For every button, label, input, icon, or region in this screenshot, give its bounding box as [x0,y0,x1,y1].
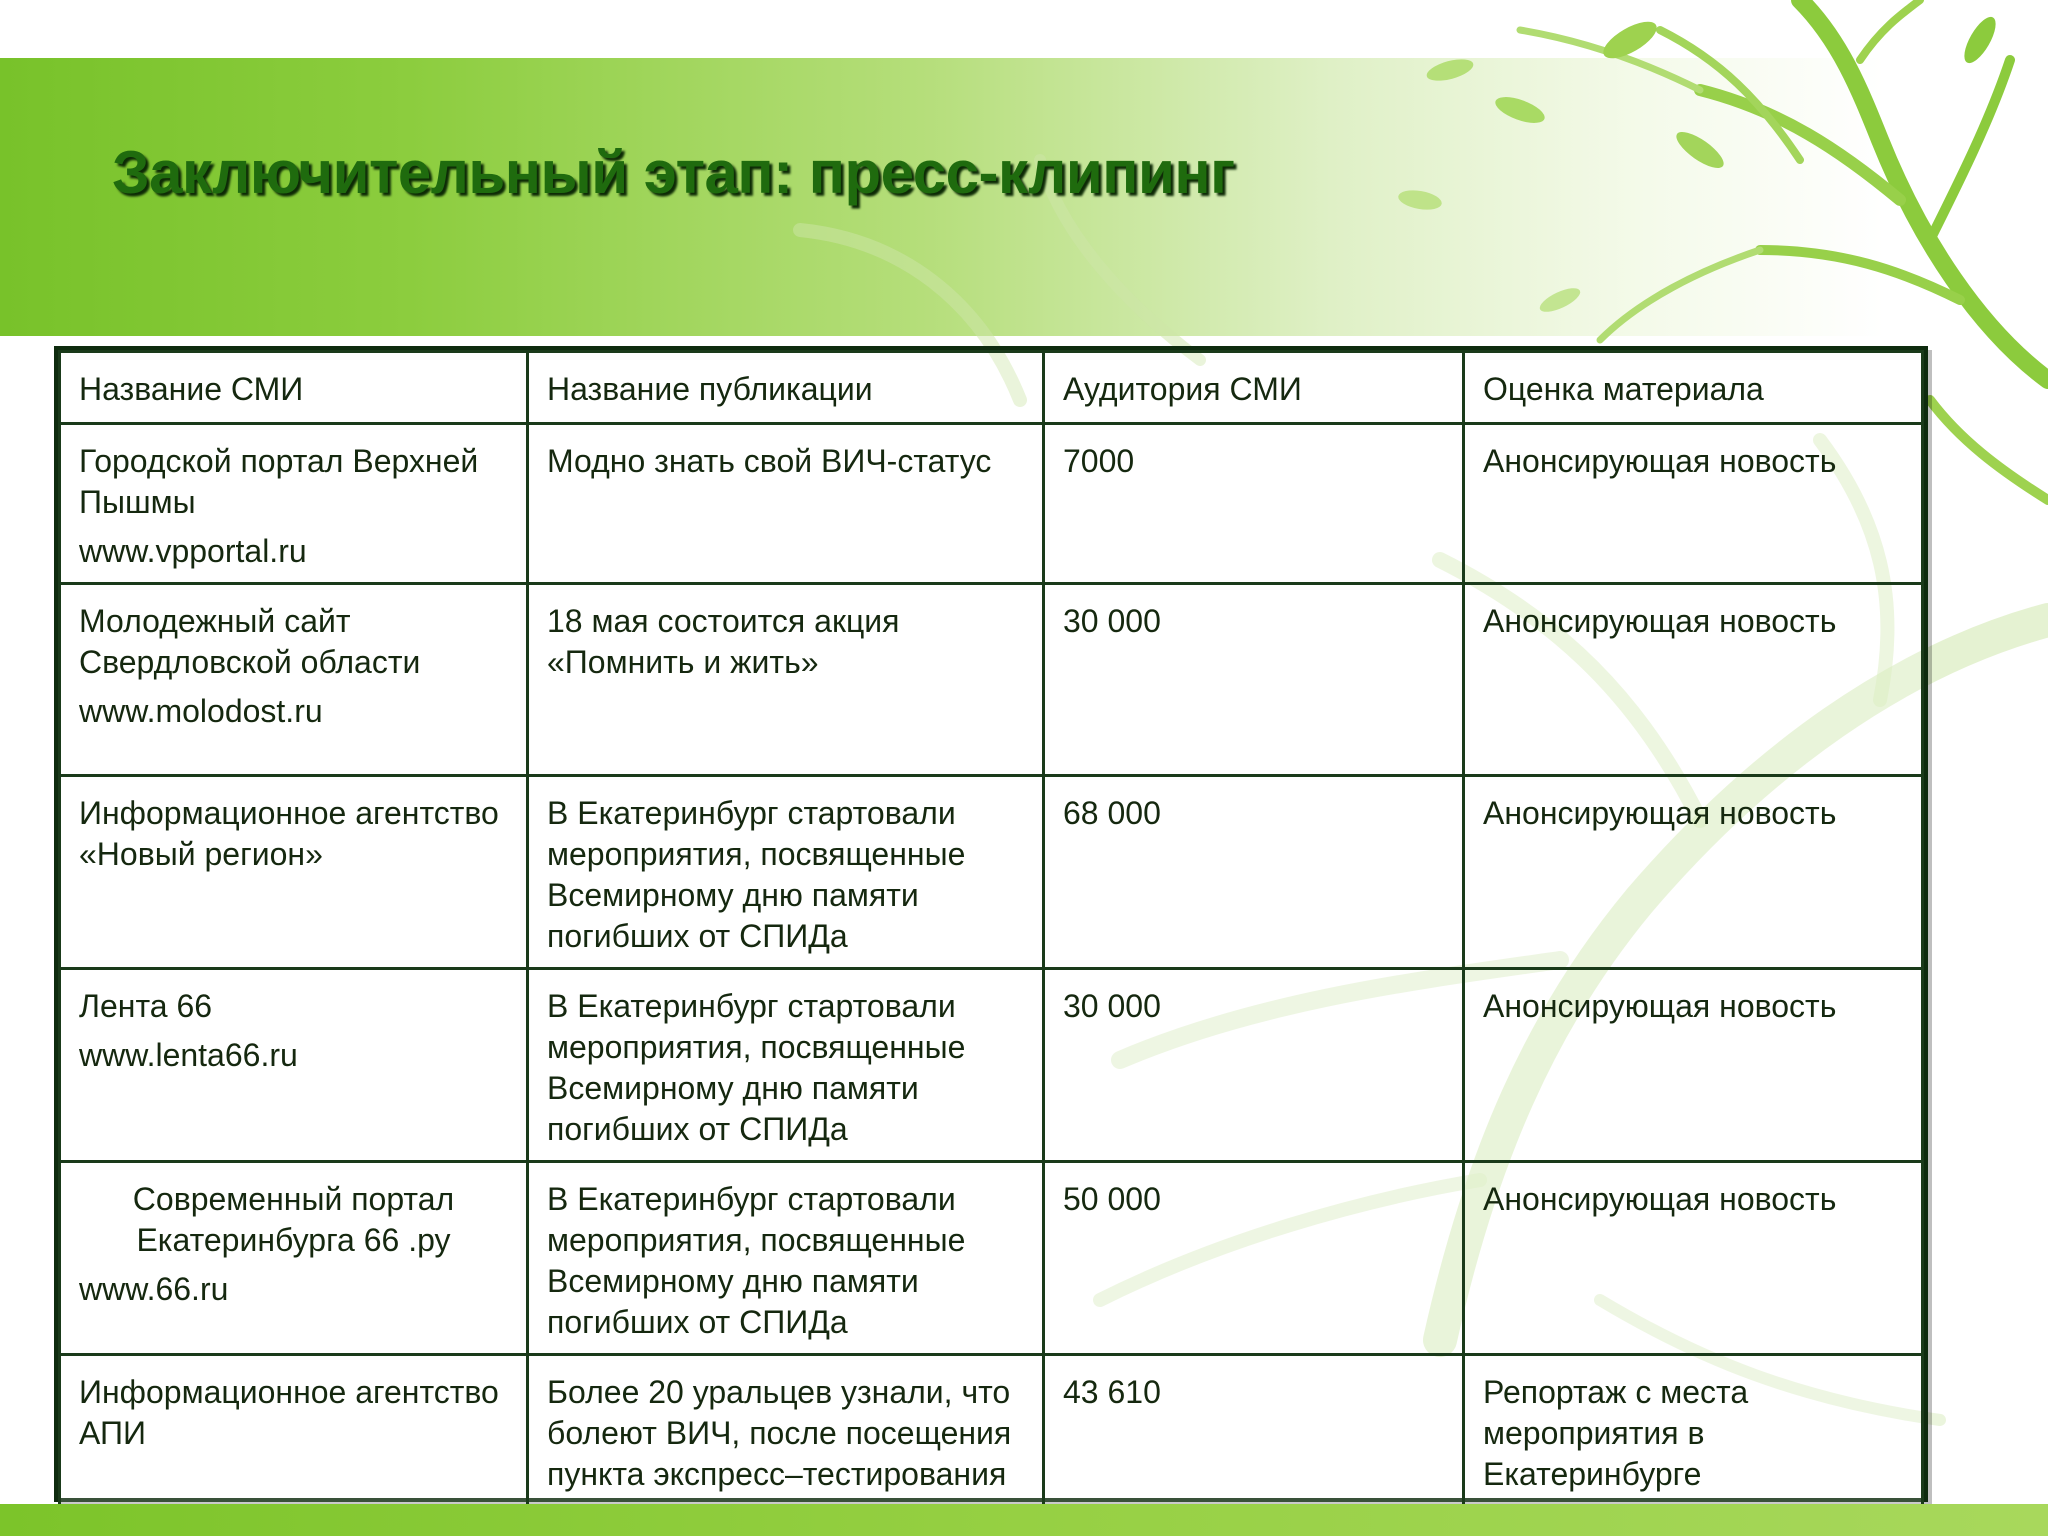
cell-audience: 43 610 [1044,1355,1464,1535]
media-url: www.lenta66.ru [79,1037,298,1073]
slide-title: Заключительный этап: пресс-клипинг [112,139,1235,206]
media-name-text: Информационное агентство «Новый регион» [79,795,499,872]
cell-media-name [60,776,528,969]
header-audience: Аудитория СМИ [1044,352,1464,424]
media-url: www.66.ru [79,1271,229,1307]
media-name-text: Молодежный сайт Свердловской области [79,603,421,680]
header-media-name: Название СМИ [60,352,528,424]
cell-publication: В Екатеринбург стартовали мероприятия, посвященные Всемирному дню памяти погибших от СПИДа [528,1162,1044,1355]
cell-audience: 68 000 [1044,776,1464,969]
cell-publication: 18 мая состоится акция «Помнить и жить» [528,584,1044,776]
media-name-text: Лента 66 [79,988,213,1024]
press-clipping-table [54,346,1928,1502]
media-url: www.vpportal.ru [79,533,307,569]
cell-publication: В Екатеринбург стартовали мероприятия, посвященные Всемирному дню памяти погибших от СПИДа [528,776,1044,969]
header-publication: Название публикации [528,352,1044,424]
cell-media-name [60,1162,528,1355]
media-name-text: Информационное агентство АПИ [79,1374,499,1451]
cell-audience: 30 000 [1044,584,1464,776]
table-row [60,424,1923,584]
footer-green-band [0,1504,2048,1536]
cell-assessment: Репортаж с места мероприятия в Екатеринбурге [1464,1355,1923,1535]
cell-assessment: Анонсирующая новость [1464,584,1923,776]
table-row [60,776,1923,969]
cell-publication: В Екатеринбург стартовали мероприятия, посвященные Всемирному дню памяти погибших от СПИДа [528,969,1044,1162]
header-assessment: Оценка материала [1464,352,1923,424]
table-header-row [60,352,1923,424]
media-name-text: Современный портал Екатеринбурга 66 .ру [132,1181,455,1258]
cell-audience: 50 000 [1044,1162,1464,1355]
cell-publication: Модно знать свой ВИЧ-статус [528,424,1044,584]
table-row [60,584,1923,776]
cell-media-name [60,584,528,776]
media-url: www.molodost.ru [79,693,323,729]
cell-assessment: Анонсирующая новость [1464,424,1923,584]
table-row [60,969,1923,1162]
cell-audience: 30 000 [1044,969,1464,1162]
media-name-text: Городской портал Верхней Пышмы [79,443,479,520]
cell-assessment: Анонсирующая новость [1464,969,1923,1162]
cell-media-name [60,969,528,1162]
cell-assessment: Анонсирующая новость [1464,1162,1923,1355]
cell-assessment: Анонсирующая новость [1464,776,1923,969]
cell-publication: Более 20 уральцев узнали, что болеют ВИЧ, после посещения пункта экспресс–тестирования [528,1355,1044,1535]
cell-audience: 7000 [1044,424,1464,584]
table-row [60,1162,1923,1355]
cell-media-name [60,424,528,584]
